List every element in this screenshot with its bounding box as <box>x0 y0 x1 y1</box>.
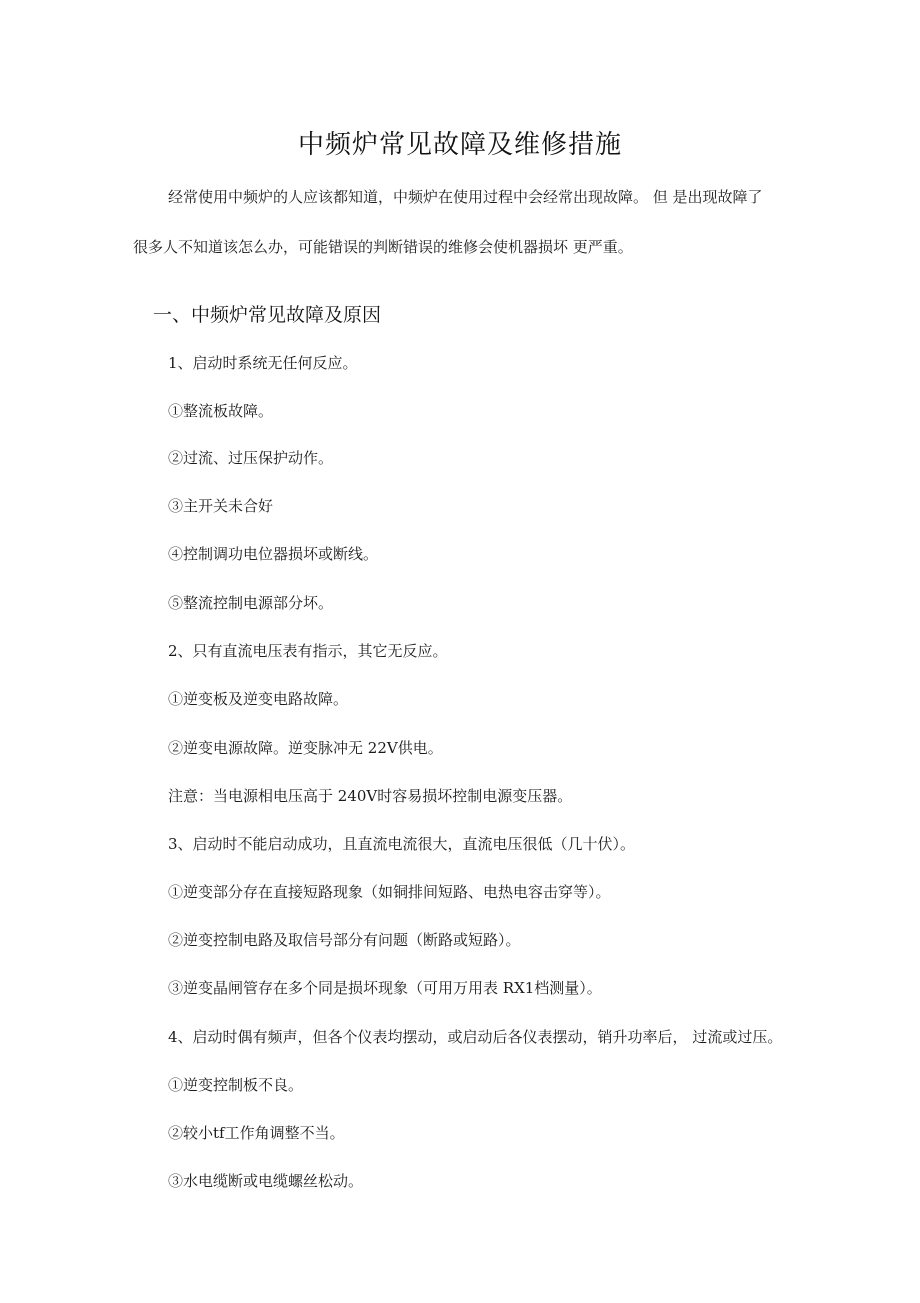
cause-item: ①整流板故障。 <box>168 402 274 420</box>
document-title: 中频炉常见故障及维修措施 <box>297 130 622 160</box>
intro-paragraph-line-2: 很多人不知道该怎么办，可能错误的判断错误的维修会使机器损坏 更严重。 <box>133 238 633 256</box>
fault-heading-2: 2、只有直流电压表有指示，其它无反应。 <box>168 642 448 660</box>
cause-item: ③主开关未合好 <box>168 497 274 515</box>
cause-item: ⑤整流控制电源部分坏。 <box>168 594 334 612</box>
cause-item: ②较小tf工作角调整不当。 <box>168 1124 345 1142</box>
fault-heading-3: 3、启动时不能启动成功，且直流电流很大，直流电压很低（几十伏）。 <box>168 835 636 853</box>
cause-item: ④控制调功电位器损坏或断线。 <box>168 545 379 563</box>
cause-item: ②过流、过压保护动作。 <box>168 449 334 467</box>
note-text: 注意：当电源相电压高于 240V时容易损坏控制电源变压器。 <box>168 787 573 805</box>
cause-item: ①逆变板及逆变电路故障。 <box>168 690 349 708</box>
section-heading: 一、中频炉常见故障及原因 <box>153 304 382 326</box>
cause-item: ②逆变电源故障。逆变脉冲无 22V供电。 <box>168 739 443 757</box>
cause-item: ①逆变控制板不良。 <box>168 1076 304 1094</box>
fault-heading-4: 4、启动时偶有频声，但各个仪表均摆动，或启动后各仪表摆动，销升功率后， 过流或过压。 <box>168 1028 783 1046</box>
fault-heading-1: 1、启动时系统无任何反应。 <box>168 354 358 372</box>
cause-item: ③逆变晶闸管存在多个同是损坏现象（可用万用表 RX1档测量）。 <box>168 979 602 997</box>
intro-paragraph-line-1: 经常使用中频炉的人应该都知道，中频炉在使用过程中会经常出现故障。 但 是出现故障了 <box>168 188 763 206</box>
cause-item: ③水电缆断或电缆螺丝松动。 <box>168 1172 364 1190</box>
cause-item: ②逆变控制电路及取信号部分有问题（断路或短路）。 <box>168 931 521 949</box>
cause-item: ①逆变部分存在直接短路现象（如铜排间短路、电热电容击穿等）。 <box>168 883 611 901</box>
